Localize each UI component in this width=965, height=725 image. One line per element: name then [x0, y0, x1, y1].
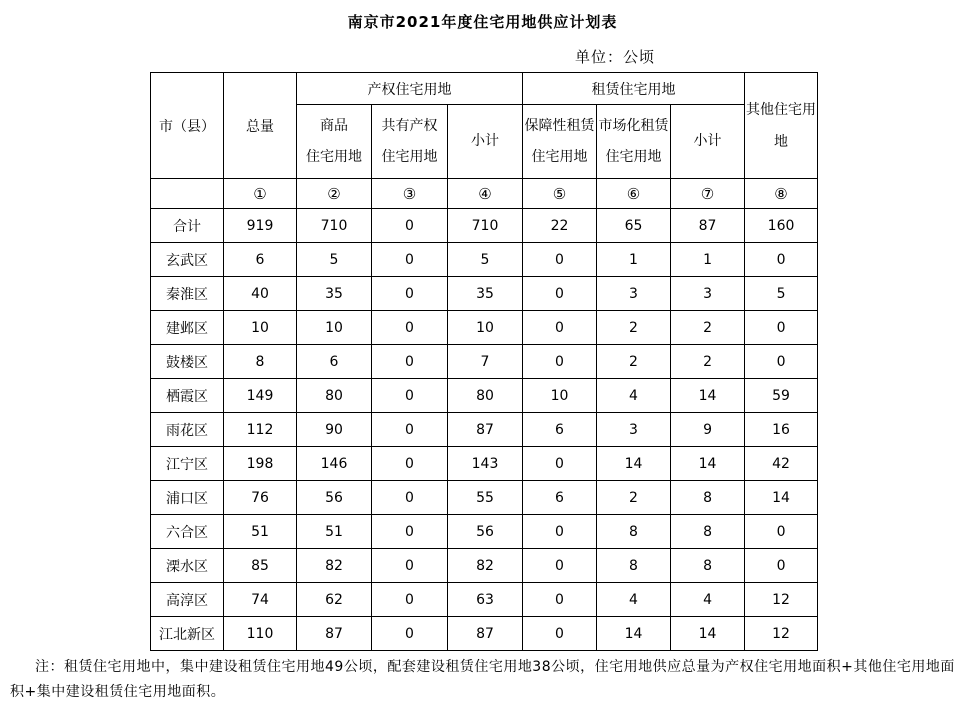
cell: 55 — [448, 481, 523, 515]
table-row-total — [151, 209, 818, 243]
cell: 0 — [745, 549, 818, 583]
cell: 35 — [297, 277, 372, 311]
cell: 76 — [224, 481, 297, 515]
cell: 2 — [597, 345, 671, 379]
cell: 87 — [297, 617, 372, 651]
header-commodity-line2: 住宅用地 — [306, 148, 362, 165]
cell: 0 — [372, 345, 448, 379]
cell: 56 — [448, 515, 523, 549]
header-rental-group: 租赁住宅用地 — [523, 73, 745, 105]
cell: 2 — [671, 345, 745, 379]
row-label: 建邺区 — [151, 311, 224, 345]
cell: 0 — [372, 515, 448, 549]
cell: 0 — [372, 277, 448, 311]
header-rental-subtotal: 小计 — [671, 105, 745, 179]
row-label: 高淳区 — [151, 583, 224, 617]
cell: 0 — [523, 549, 597, 583]
cell: 0 — [372, 379, 448, 413]
cell: 87 — [448, 413, 523, 447]
cell: 8 — [597, 515, 671, 549]
cell: 149 — [224, 379, 297, 413]
cell: 65 — [597, 209, 671, 243]
row-label: 鼓楼区 — [151, 345, 224, 379]
row-label: 六合区 — [151, 515, 224, 549]
cell: 8 — [671, 515, 745, 549]
supply-plan-table — [150, 72, 818, 651]
header-property-group: 产权住宅用地 — [297, 73, 523, 105]
cell: 8 — [597, 549, 671, 583]
cell: 710 — [448, 209, 523, 243]
cell: 0 — [745, 515, 818, 549]
header-commodity-line1: 商品 — [320, 117, 348, 134]
table-row — [151, 447, 818, 481]
index-empty-cell — [151, 179, 224, 209]
table-row — [151, 515, 818, 549]
cell: 14 — [671, 617, 745, 651]
table-row — [151, 345, 818, 379]
cell: 87 — [671, 209, 745, 243]
footnote: 注：租赁住宅用地中，集中建设租赁住宅用地49公顷，配套建设租赁住宅用地38公顷，住宅用地供应总量为产权住宅用地面积+其他住宅用地面积+集中建设租赁住宅用地面积。 — [10, 659, 955, 700]
cell: 59 — [745, 379, 818, 413]
cell: 6 — [297, 345, 372, 379]
cell: 3 — [597, 413, 671, 447]
table-row — [151, 379, 818, 413]
cell: 2 — [597, 481, 671, 515]
cell: 0 — [372, 447, 448, 481]
cell: 6 — [523, 481, 597, 515]
cell: 62 — [297, 583, 372, 617]
cell: 80 — [448, 379, 523, 413]
cell: 14 — [671, 379, 745, 413]
cell: 3 — [671, 277, 745, 311]
cell: 4 — [671, 583, 745, 617]
row-label: 合计 — [151, 209, 224, 243]
header-other: 其他住宅用地 — [745, 73, 818, 179]
cell: 919 — [224, 209, 297, 243]
cell: 0 — [372, 413, 448, 447]
header-shared-property-line2: 住宅用地 — [381, 148, 438, 165]
cell: 10 — [297, 311, 372, 345]
cell: 0 — [372, 311, 448, 345]
cell: 16 — [745, 413, 818, 447]
table-row — [151, 617, 818, 651]
cell: 0 — [523, 617, 597, 651]
page-title: 南京市2021年度住宅用地供应计划表 — [347, 13, 618, 31]
cell: 2 — [597, 311, 671, 345]
cell: 74 — [224, 583, 297, 617]
cell: 6 — [224, 243, 297, 277]
index-row — [151, 179, 818, 209]
row-label: 江宁区 — [151, 447, 224, 481]
index-2: ② — [297, 179, 372, 209]
index-6: ⑥ — [597, 179, 671, 209]
cell: 42 — [745, 447, 818, 481]
unit-label: 单位：公顷 — [575, 48, 656, 66]
cell: 0 — [372, 243, 448, 277]
cell: 0 — [372, 549, 448, 583]
cell: 110 — [224, 617, 297, 651]
cell: 0 — [523, 243, 597, 277]
header-shared-property-line1: 共有产权 — [381, 117, 438, 134]
table-row — [151, 243, 818, 277]
cell: 710 — [297, 209, 372, 243]
cell: 0 — [745, 345, 818, 379]
cell: 143 — [448, 447, 523, 481]
header-market-rental-line1: 市场化租赁 — [598, 117, 669, 134]
cell: 82 — [448, 549, 523, 583]
cell: 63 — [448, 583, 523, 617]
header-market-rental-line2: 住宅用地 — [605, 148, 662, 165]
cell: 0 — [523, 277, 597, 311]
header-row-groups — [151, 73, 818, 105]
cell: 10 — [523, 379, 597, 413]
header-shared-property — [372, 105, 448, 179]
header-city-county: 市（县） — [151, 73, 224, 179]
index-4: ④ — [448, 179, 523, 209]
cell: 0 — [745, 243, 818, 277]
index-1: ① — [224, 179, 297, 209]
index-3: ③ — [372, 179, 448, 209]
header-property-subtotal: 小计 — [448, 105, 523, 179]
index-8: ⑧ — [745, 179, 818, 209]
cell: 0 — [745, 311, 818, 345]
cell: 0 — [372, 583, 448, 617]
row-label: 雨花区 — [151, 413, 224, 447]
cell: 8 — [671, 481, 745, 515]
cell: 0 — [523, 345, 597, 379]
row-label: 浦口区 — [151, 481, 224, 515]
cell: 8 — [224, 345, 297, 379]
cell: 160 — [745, 209, 818, 243]
cell: 7 — [448, 345, 523, 379]
row-label: 玄武区 — [151, 243, 224, 277]
cell: 0 — [523, 515, 597, 549]
cell: 0 — [523, 583, 597, 617]
cell: 51 — [224, 515, 297, 549]
row-label: 溧水区 — [151, 549, 224, 583]
cell: 12 — [745, 583, 818, 617]
cell: 35 — [448, 277, 523, 311]
header-guaranteed-rental-line2: 住宅用地 — [531, 148, 588, 165]
cell: 8 — [671, 549, 745, 583]
table-row — [151, 549, 818, 583]
header-guaranteed-rental-line1: 保障性租赁 — [524, 117, 595, 134]
header-commodity — [297, 105, 372, 179]
cell: 0 — [372, 209, 448, 243]
cell: 12 — [745, 617, 818, 651]
cell: 5 — [297, 243, 372, 277]
row-label: 江北新区 — [151, 617, 224, 651]
index-7: ⑦ — [671, 179, 745, 209]
cell: 4 — [597, 583, 671, 617]
cell: 14 — [745, 481, 818, 515]
cell: 9 — [671, 413, 745, 447]
cell: 0 — [372, 481, 448, 515]
cell: 40 — [224, 277, 297, 311]
cell: 10 — [448, 311, 523, 345]
cell: 146 — [297, 447, 372, 481]
cell: 112 — [224, 413, 297, 447]
header-guaranteed-rental — [523, 105, 597, 179]
cell: 10 — [224, 311, 297, 345]
cell: 1 — [597, 243, 671, 277]
cell: 5 — [448, 243, 523, 277]
cell: 22 — [523, 209, 597, 243]
cell: 0 — [523, 311, 597, 345]
header-market-rental — [597, 105, 671, 179]
cell: 14 — [597, 447, 671, 481]
cell: 0 — [372, 617, 448, 651]
table-row — [151, 413, 818, 447]
cell: 56 — [297, 481, 372, 515]
cell: 14 — [671, 447, 745, 481]
cell: 51 — [297, 515, 372, 549]
cell: 90 — [297, 413, 372, 447]
cell: 80 — [297, 379, 372, 413]
row-label: 秦淮区 — [151, 277, 224, 311]
table-row — [151, 583, 818, 617]
cell: 5 — [745, 277, 818, 311]
table-row — [151, 311, 818, 345]
row-label: 栖霞区 — [151, 379, 224, 413]
cell: 85 — [224, 549, 297, 583]
header-total: 总量 — [224, 73, 297, 179]
index-5: ⑤ — [523, 179, 597, 209]
cell: 1 — [671, 243, 745, 277]
cell: 14 — [597, 617, 671, 651]
cell: 2 — [671, 311, 745, 345]
cell: 82 — [297, 549, 372, 583]
table-row — [151, 481, 818, 515]
cell: 87 — [448, 617, 523, 651]
cell: 198 — [224, 447, 297, 481]
cell: 6 — [523, 413, 597, 447]
cell: 4 — [597, 379, 671, 413]
cell: 3 — [597, 277, 671, 311]
table-row — [151, 277, 818, 311]
cell: 0 — [523, 447, 597, 481]
